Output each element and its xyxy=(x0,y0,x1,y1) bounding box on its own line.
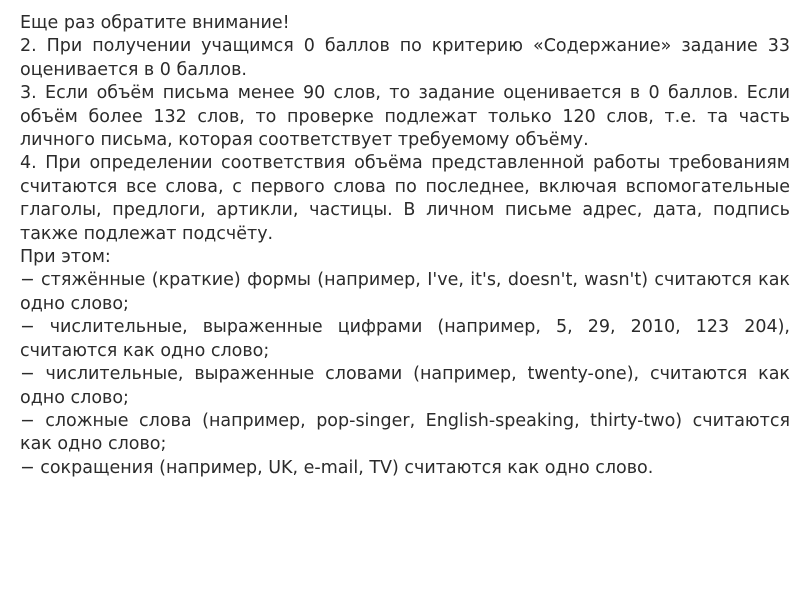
rule-2-paragraph: 2. При получении учащимся 0 баллов по критерию «Содержание» задание 33 оценивается в 0 баллов. xyxy=(20,36,790,80)
text-block xyxy=(20,12,790,480)
compound-words-item: − сложные слова (например, pop-singer, English-speaking, thirty-two) считаются как одно слово; xyxy=(20,410,790,455)
rule-3-paragraph: 3. Если объём письма менее 90 слов, то задание оценивается в 0 баллов. Если объём более 132 слов, то проверке подлежат только 120 слов, т.е. та часть личного письма, которая соответствует требуемому объёму. xyxy=(20,83,790,151)
digit-numerals-item: − числительные, выраженные цифрами (например, 5, 29, 2010, 123 204), считаются как одно слово; xyxy=(20,317,790,361)
word-numerals-item: − числительные, выраженные словами (например, twenty-one), считаются как одно слово; xyxy=(20,364,790,408)
note-intro: При этом: xyxy=(20,247,111,268)
notice-heading: Еще раз обратите внимание! xyxy=(20,13,290,33)
abbreviations-item: − сокращения (например, UK, e-mail, TV) считаются как одно слово. xyxy=(20,457,654,478)
contractions-item: − стяжённые (краткие) формы (например, I've, it's, doesn't, wasn't) считаются как одно слово; xyxy=(20,270,790,314)
rule-4-paragraph: 4. При определении соответствия объёма представленной работы требованиям считаются все слова, с первого слова по последнее, включая вспомогательные глаголы, предлоги, артикли, частицы. В личном письме адрес, дата, подпись также подлежат подсчёту. xyxy=(20,153,790,244)
